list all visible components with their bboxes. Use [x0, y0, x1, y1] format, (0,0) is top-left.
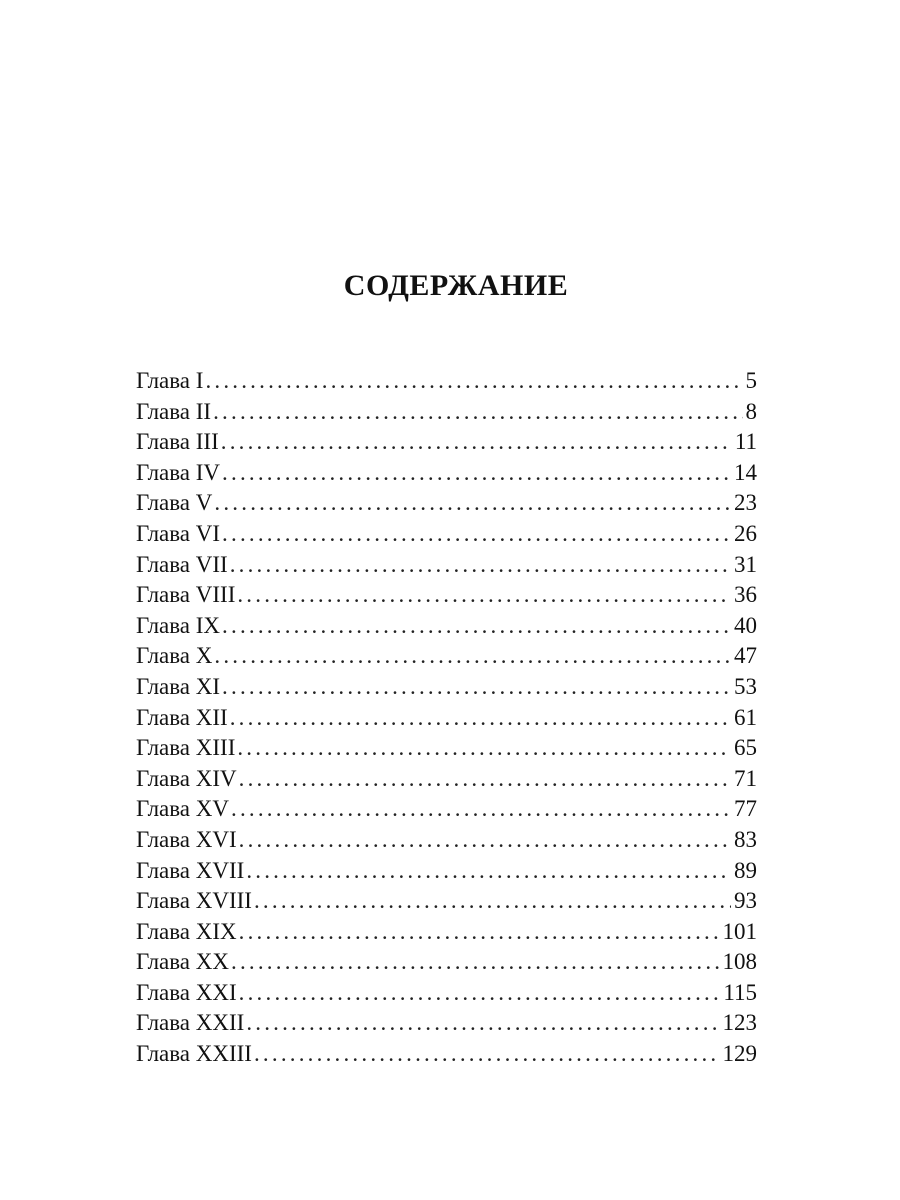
toc-entry-page-number: 61	[734, 704, 757, 730]
toc-entry[interactable]	[136, 917, 757, 948]
toc-entry[interactable]	[136, 580, 757, 611]
dot-leader	[246, 856, 731, 886]
dot-leader	[214, 641, 731, 671]
dot-leader	[221, 427, 732, 457]
toc-entry-label: Глава XXII	[136, 1010, 245, 1036]
toc-entry[interactable]	[136, 550, 757, 581]
toc-entry-label: Глава IX	[136, 612, 221, 638]
dot-leader	[213, 397, 742, 427]
toc-entry-page-number: 65	[734, 735, 757, 761]
dot-leader	[237, 733, 731, 763]
toc-entry-label: Глава III	[136, 429, 219, 455]
toc-entry[interactable]	[136, 672, 757, 703]
dot-leader	[214, 488, 731, 518]
dot-leader	[239, 825, 731, 855]
toc-entry-label: Глава XI	[136, 673, 221, 699]
toc-entry-label: Глава XXIII	[136, 1041, 252, 1067]
toc-entry-page-number: 108	[722, 949, 757, 975]
toc-entry[interactable]	[136, 733, 757, 764]
dot-leader	[222, 519, 731, 549]
toc-entry-label: Глава XXI	[136, 979, 237, 1005]
dot-leader	[237, 580, 731, 610]
toc-entry-page-number: 101	[722, 918, 757, 944]
dot-leader	[205, 366, 742, 396]
toc-entry-page-number: 8	[745, 398, 757, 424]
dot-leader	[231, 947, 720, 977]
toc-entry-label: Глава VIII	[136, 582, 236, 608]
toc-entry[interactable]	[136, 427, 757, 458]
toc-entry[interactable]	[136, 825, 757, 856]
dot-leader	[254, 1039, 720, 1069]
toc-entry[interactable]	[136, 488, 757, 519]
table-of-contents	[136, 366, 757, 1070]
toc-entry-page-number: 53	[734, 673, 757, 699]
toc-entry[interactable]	[136, 611, 757, 642]
dot-leader	[254, 886, 731, 916]
dot-leader	[239, 764, 731, 794]
toc-entry-label: Глава VII	[136, 551, 228, 577]
dot-leader	[222, 458, 731, 488]
toc-entry[interactable]	[136, 397, 757, 428]
toc-entry-label: Глава XVII	[136, 857, 245, 883]
toc-entry-label: Глава X	[136, 643, 213, 669]
toc-entry-page-number: 47	[734, 643, 757, 669]
toc-entry[interactable]	[136, 703, 757, 734]
toc-entry-page-number: 23	[734, 490, 757, 516]
toc-entry-page-number: 36	[734, 582, 757, 608]
toc-entry[interactable]	[136, 641, 757, 672]
toc-entry[interactable]	[136, 978, 757, 1009]
toc-entry-label: Глава I	[136, 368, 204, 393]
toc-entry-page-number: 40	[734, 612, 757, 638]
toc-entry-label: Глава XIII	[136, 735, 236, 761]
toc-entry-label: Глава XV	[136, 796, 229, 822]
toc-entry[interactable]	[136, 458, 757, 489]
toc-entry-label: Глава V	[136, 490, 213, 516]
toc-entry[interactable]	[136, 947, 757, 978]
toc-entry-label: Глава XX	[136, 949, 229, 975]
dot-leader	[239, 978, 721, 1008]
toc-entry[interactable]	[136, 856, 757, 887]
dot-leader	[231, 794, 731, 824]
toc-entry[interactable]	[136, 519, 757, 550]
dot-leader	[222, 611, 731, 641]
toc-entry-page-number: 115	[723, 979, 757, 1005]
toc-entry-page-number: 31	[734, 551, 757, 577]
dot-leader	[222, 672, 731, 702]
toc-entry[interactable]	[136, 1008, 757, 1039]
toc-entry-page-number: 5	[745, 368, 757, 393]
toc-entry-page-number: 11	[734, 429, 757, 455]
toc-entry-label: Глава XIX	[136, 918, 237, 944]
toc-entry-label: Глава XIV	[136, 765, 237, 791]
toc-entry-page-number: 77	[734, 796, 757, 822]
toc-entry[interactable]	[136, 1039, 757, 1070]
toc-entry[interactable]	[136, 794, 757, 825]
toc-entry-page-number: 83	[734, 826, 757, 852]
toc-entry-page-number: 93	[734, 888, 757, 914]
toc-entry-label: Глава XVI	[136, 826, 237, 852]
toc-entry-label: Глава XII	[136, 704, 228, 730]
dot-leader	[239, 917, 720, 947]
toc-entry-label: Глава VI	[136, 520, 221, 546]
toc-entry-page-number: 26	[734, 520, 757, 546]
toc-entry-label: Глава XVIII	[136, 888, 252, 914]
toc-entry-page-number: 123	[722, 1010, 757, 1036]
dot-leader	[246, 1008, 719, 1038]
toc-entry[interactable]	[136, 764, 757, 795]
toc-entry[interactable]	[136, 366, 757, 397]
toc-entry[interactable]	[136, 886, 757, 917]
toc-entry-page-number: 14	[734, 459, 757, 485]
dot-leader	[230, 703, 731, 733]
toc-entry-label: Глава II	[136, 398, 212, 424]
toc-entry-page-number: 71	[734, 765, 757, 791]
toc-entry-page-number: 129	[722, 1041, 757, 1067]
dot-leader	[230, 550, 731, 580]
toc-entry-label: Глава IV	[136, 459, 221, 485]
page-title: СОДЕРЖАНИЕ	[343, 269, 569, 302]
toc-entry-page-number: 89	[734, 857, 757, 883]
